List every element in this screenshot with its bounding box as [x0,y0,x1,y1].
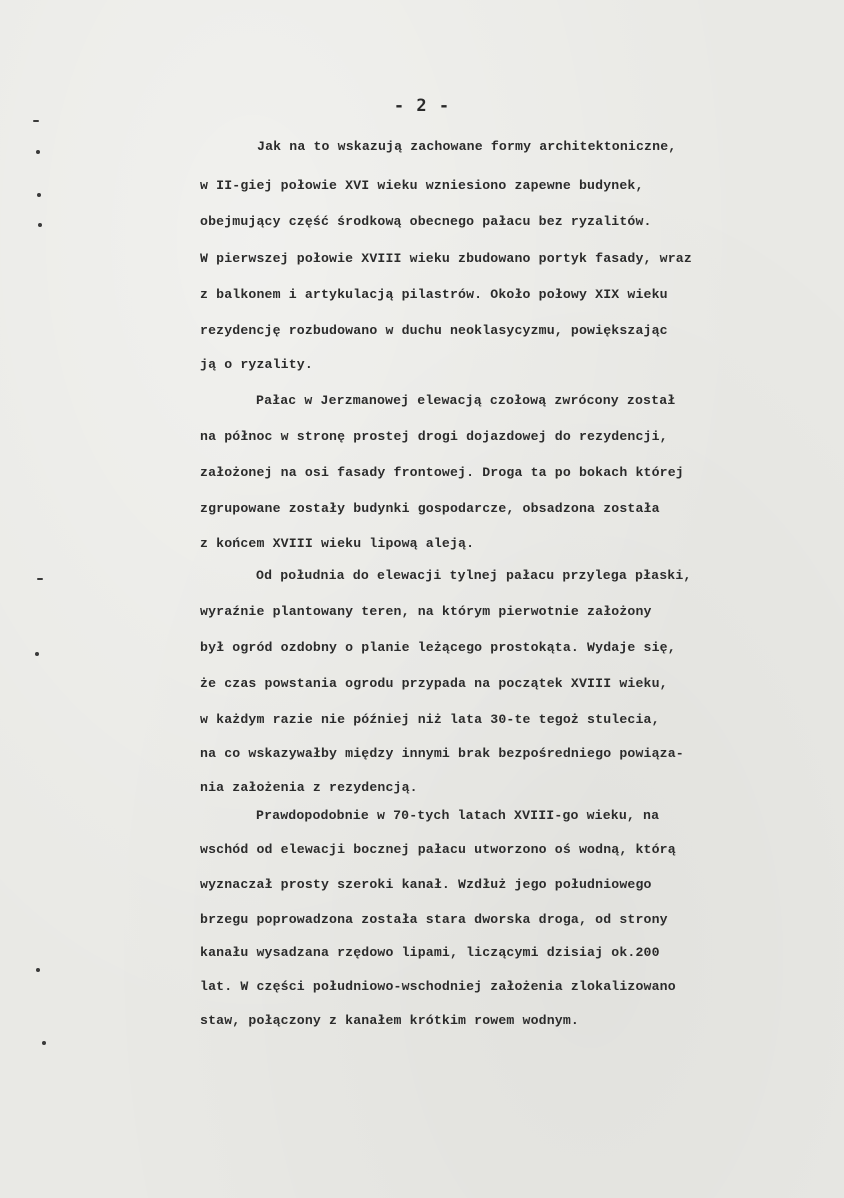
text-line: Od południa do elewacji tylnej pałacu przylega płaski, [256,568,692,583]
text-line: lat. W części południowo-wschodniej założenia zlokalizowano [200,979,676,994]
text-line: ją o ryzality. [200,357,313,372]
margin-mark [37,193,41,197]
text-line: na co wskazywałby między innymi brak bezpośredniego powiąza- [200,746,684,761]
text-line: wyznaczał prosty szeroki kanał. Wzdłuż jego południowego [200,877,652,892]
text-line: zgrupowane zostały budynki gospodarcze, obsadzona została [200,501,660,516]
text-line: staw, połączony z kanałem krótkim rowem wodnym. [200,1013,579,1028]
margin-mark [36,150,40,154]
text-line: założonej na osi fasady frontowej. Droga ta po bokach której [200,465,684,480]
text-line: z końcem XVIII wieku lipową aleją. [200,536,475,551]
text-line: nia założenia z rezydencją. [200,780,418,795]
text-line: Jak na to wskazują zachowane formy architektoniczne, [257,139,677,154]
text-line: w II-giej połowie XVI wieku wzniesiono zapewne budynek, [200,178,644,193]
text-line: Pałac w Jerzmanowej elewacją czołową zwrócony został [256,393,676,408]
text-line: na północ w stronę prostej drogi dojazdowej do rezydencji, [200,429,668,444]
text-line: w każdym razie nie później niż lata 30-te tegoż stulecia, [200,712,660,727]
text-line: że czas powstania ogrodu przypada na początek XVIII wieku, [200,676,668,691]
text-line: brzegu poprowadzona została stara dworska droga, od strony [200,912,668,927]
text-line: wyraźnie plantowany teren, na którym pierwotnie założony [200,604,652,619]
page-number: - 2 - [393,96,451,116]
text-line: Prawdopodobnie w 70-tych latach XVIII-go wieku, na [256,808,660,823]
margin-mark [35,652,39,656]
text-line: był ogród ozdobny o planie leżącego prostokąta. Wydaje się, [200,640,676,655]
margin-mark [38,223,42,227]
margin-mark [36,968,40,972]
text-line: obejmujący część środkową obecnego pałacu bez ryzalitów. [200,214,652,229]
text-line: kanału wysadzana rzędowo lipami, liczącymi dzisiaj ok.200 [200,945,660,960]
text-line: wschód od elewacji bocznej pałacu utworzono oś wodną, którą [200,842,676,857]
text-line: rezydencję rozbudowano w duchu neoklasycyzmu, powiększając [200,323,668,338]
text-line: W pierwszej połowie XVIII wieku zbudowano portyk fasady, wraz [200,251,692,266]
margin-mark [42,1041,46,1045]
text-line: z balkonem i artykulacją pilastrów. Około połowy XIX wieku [200,287,668,302]
margin-mark [33,120,39,122]
margin-mark [37,578,43,580]
